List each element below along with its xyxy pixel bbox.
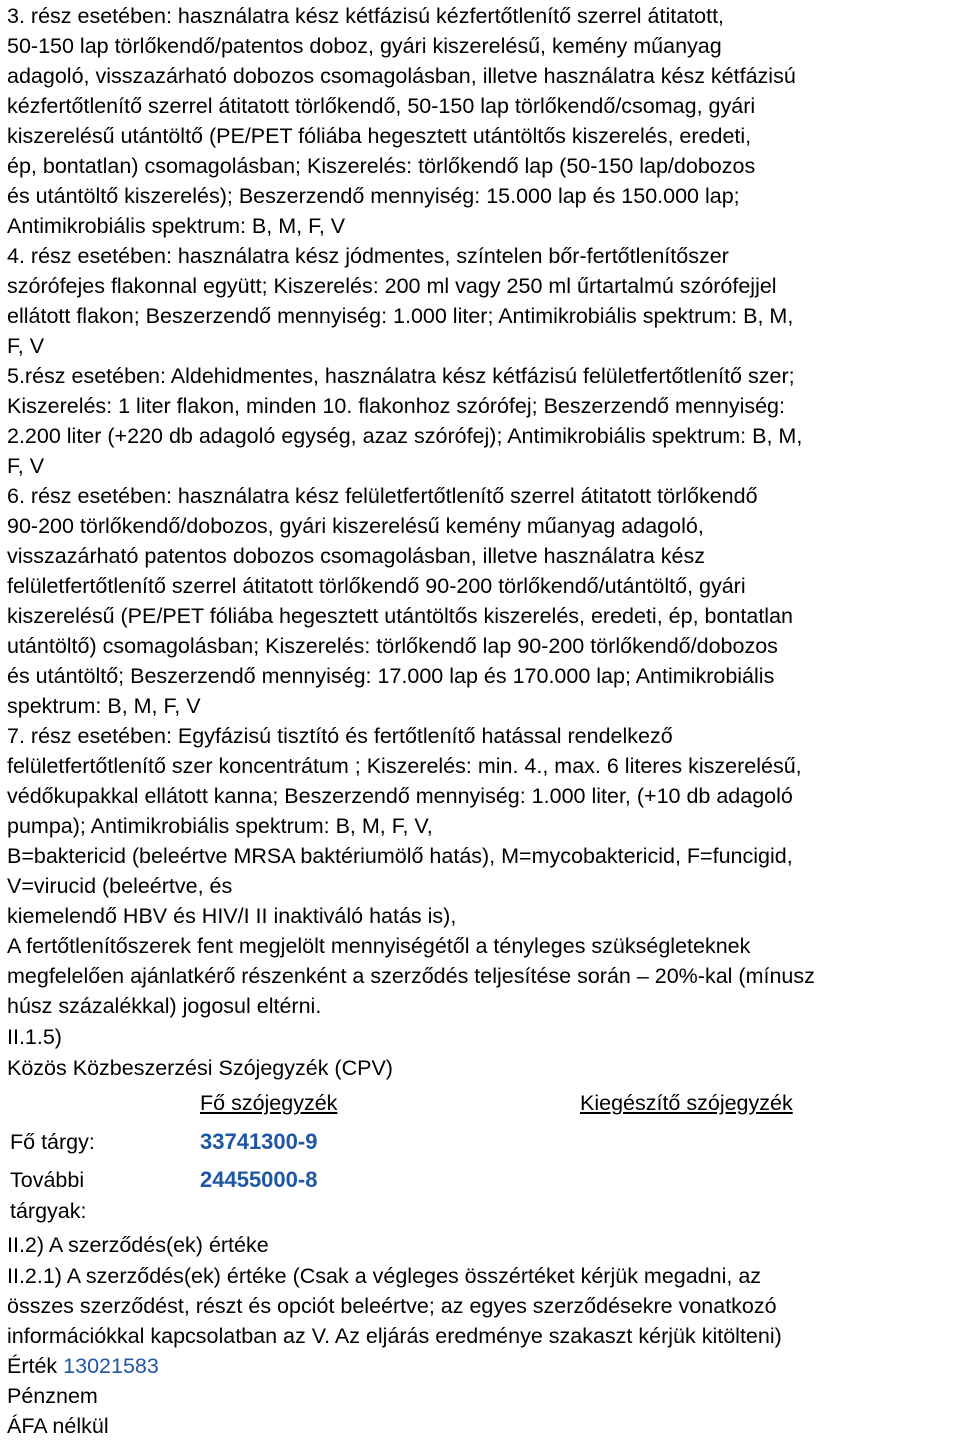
text-line: V=virucid (beleértve, és [7, 874, 233, 898]
text-line: kiszerelésű utántöltő (PE/PET fóliába hegesztett utántöltős kiszerelés, eredeti, [7, 124, 752, 148]
text-line: 3. rész esetében: használatra kész kétfázisú kézfertőtlenítő szerrel átitatott, [7, 4, 725, 28]
text-line: ellátott flakon; Beszerzendő mennyiség: 1.000 liter; Antimikrobiális spektrum: B, M, [7, 304, 794, 328]
vat-label: ÁFA nélkül [7, 1414, 109, 1438]
text-line: felületfertőtlenítő szerrel átitatott törlőkendő 90-200 törlőkendő/utántöltő, gyári [7, 574, 746, 598]
text-line: kiemelendő HBV és HIV/I II inaktiváló hatás is), [7, 904, 457, 928]
text-line: 5.rész esetében: Aldehidmentes, használatra kész kétfázisú felületfertőtlenítő szer; [7, 364, 795, 388]
section-title: II.2) A szerződés(ek) értéke [7, 1233, 269, 1257]
text-line: húsz százalékkal) jogosul eltérni. [7, 994, 322, 1018]
text-line: 4. rész esetében: használatra kész jódmentes, színtelen bőr-fertőtlenítőszer [7, 244, 729, 268]
text-line: 6. rész esetében: használatra kész felületfertőtlenítő szerrel átitatott törlőkendő [7, 484, 758, 508]
text-line: és utántöltő kiszerelés); Beszerzendő mennyiség: 15.000 lap és 150.000 lap; [7, 184, 740, 208]
other-subjects-cpv-code: 24455000-8 [200, 1167, 318, 1192]
text-line: pumpa); Antimikrobiális spektrum: B, M, F, V, [7, 814, 433, 838]
text-line: adagoló, visszazárható dobozos csomagolásban, illetve használatra kész kétfázisú [7, 64, 796, 88]
text-line: spektrum: B, M, F, V [7, 694, 201, 718]
text-line: utántöltő) csomagolásban; Kiszerelés: törlőkendő lap 90-200 törlőkendő/dobozos [7, 634, 778, 658]
text-line: felületfertőtlenítő szer koncentrátum ; Kiszerelés: min. 4., max. 6 literes kiszerelésű, [7, 754, 802, 778]
text-line: A fertőtlenítőszerek fent megjelölt mennyiségétől a tényleges szükségleteknek [7, 934, 751, 958]
text-line: szórófejes flakonnal együtt; Kiszerelés: 200 ml vagy 250 ml űrtartalmú szórófejjel [7, 274, 777, 298]
text-line: Kiszerelés: 1 liter flakon, minden 10. flakonhoz szórófej; Beszerzendő mennyiség: [7, 394, 785, 418]
text-line: összes szerződést, részt és opciót beleértve; az egyes szerződésekre vonatkozó [7, 1294, 777, 1318]
value-label: Érték [7, 1354, 58, 1378]
contract-value: 13021583 [63, 1354, 159, 1378]
other-subjects-label: További [10, 1168, 85, 1192]
text-line: F, V [7, 334, 45, 358]
text-line: II.2.1) A szerződés(ek) értéke (Csak a végleges összértéket kérjük megadni, az [7, 1264, 762, 1288]
main-subject-cpv-code: 33741300-9 [200, 1129, 318, 1154]
text-line: Antimikrobiális spektrum: B, M, F, V [7, 214, 346, 238]
text-line: B=baktericid (beleértve MRSA baktériumölő hatás), M=mycobaktericid, F=funcigid, [7, 844, 793, 868]
text-line: és utántöltő; Beszerzendő mennyiség: 17.000 lap és 170.000 lap; Antimikrobiális [7, 664, 775, 688]
text-line: ép, bontatlan) csomagolásban; Kiszerelés: törlőkendő lap (50-150 lap/dobozos [7, 154, 756, 178]
text-line: 2.200 liter (+220 db adagoló egység, azaz szórófej); Antimikrobiális spektrum: B, M, [7, 424, 803, 448]
section-title: Közös Közbeszerzési Szójegyzék (CPV) [7, 1056, 393, 1080]
column-header-main-vocabulary: Fő szójegyzék [200, 1091, 338, 1115]
text-line: 90-200 törlőkendő/dobozos, gyári kiszerelésű kemény műanyag adagoló, [7, 514, 704, 538]
text-line: megfelelően ajánlatkérő részenként a szerződés teljesítése során – 20%-kal (mínusz [7, 964, 815, 988]
text-line: F, V [7, 454, 45, 478]
text-line: 7. rész esetében: Egyfázisú tisztító és fertőtlenítő hatással rendelkező [7, 724, 673, 748]
text-line: védőkupakkal ellátott kanna; Beszerzendő mennyiség: 1.000 liter, (+10 db adagoló [7, 784, 793, 808]
main-subject-label: Fő tárgy: [10, 1130, 95, 1154]
text-line: információkkal kapcsolatban az V. Az eljárás eredménye szakaszt kérjük kitölteni) [7, 1324, 782, 1348]
value-row [7, 1351, 159, 1381]
section-number: II.1.5) [7, 1025, 62, 1049]
text-line: kiszerelésű (PE/PET fóliába hegesztett utántöltős kiszerelés, eredeti, ép, bontatlan [7, 604, 793, 628]
other-subjects-label-cont: tárgyak: [10, 1199, 87, 1223]
text-line: visszazárható patentos dobozos csomagolásban, illetve használatra kész [7, 544, 705, 568]
text-line: 50-150 lap törlőkendő/patentos doboz, gyári kiszerelésű, kemény műanyag [7, 34, 722, 58]
currency-label: Pénznem [7, 1384, 98, 1408]
column-header-supplementary-vocabulary: Kiegészítő szójegyzék [580, 1091, 793, 1115]
text-line: kézfertőtlenítő szerrel átitatott törlőkendő, 50-150 lap törlőkendő/csomag, gyári [7, 94, 756, 118]
